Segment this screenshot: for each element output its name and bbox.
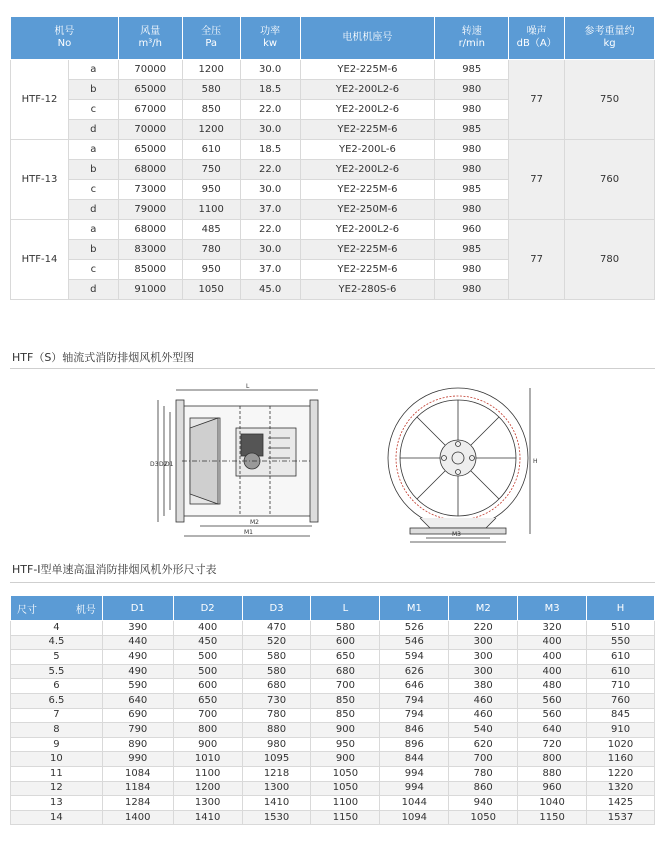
dimension-cell: 594 [380,650,449,665]
dimension-cell: 1400 [102,810,173,825]
motor-cell: YE2-200L2-6 [300,220,435,240]
model-number-cell: 11 [11,766,103,781]
sub-model-cell: b [68,160,118,180]
dimension-row [11,781,655,796]
pressure-cell: 780 [182,240,240,260]
dimension-cell: 690 [102,708,173,723]
dimension-cell: 950 [311,737,380,752]
dimension-cell: 400 [518,664,587,679]
header-speed: 转速 r/min [435,17,509,60]
header-weight: 参考重量约 kg [565,17,655,60]
dimension-cell: 1300 [173,796,242,811]
dimension-cell: 1184 [102,781,173,796]
dimension-cell: 1100 [173,766,242,781]
power-cell: 30.0 [240,60,300,80]
model-cell: HTF-14 [11,220,69,300]
power-cell: 22.0 [240,160,300,180]
dimension-cell: 1044 [380,796,449,811]
speed-cell: 980 [435,160,509,180]
dimension-cell: 850 [311,708,380,723]
noise-cell: 77 [509,60,565,140]
dimension-cell: 1220 [587,766,655,781]
dimension-cell: 900 [173,737,242,752]
side-view [158,390,318,536]
dimension-cell: 790 [102,723,173,738]
dimension-cell: 990 [102,752,173,767]
dimension-cell: 794 [380,693,449,708]
header-flow: 风量 m³/h [118,17,182,60]
sub-model-cell: d [68,120,118,140]
header-noise: 噪声 dB（A） [509,17,565,60]
pressure-cell: 485 [182,220,240,240]
dimension-row [11,635,655,650]
dimension-cell: 700 [173,708,242,723]
sub-model-cell: a [68,220,118,240]
speed-cell: 980 [435,260,509,280]
dimension-cell: 400 [173,621,242,636]
dimension-cell: 880 [242,723,311,738]
dimension-cell: 900 [311,723,380,738]
header-M2: M2 [449,596,518,621]
flow-cell: 68000 [118,220,182,240]
sub-model-cell: c [68,180,118,200]
dimension-cell: 590 [102,679,173,694]
dimension-cell: 1094 [380,810,449,825]
dimension-cell: 300 [449,635,518,650]
sub-model-cell: d [68,280,118,300]
speed-cell: 980 [435,80,509,100]
dimension-cell: 300 [449,664,518,679]
header-L: L [311,596,380,621]
dimension-cell: 940 [449,796,518,811]
flow-cell: 68000 [118,160,182,180]
dimension-cell: 1050 [449,810,518,825]
dimension-cell: 1020 [587,737,655,752]
motor-cell: YE2-200L-6 [300,140,435,160]
dimension-cell: 640 [102,693,173,708]
dimension-cell: 546 [380,635,449,650]
pressure-cell: 580 [182,80,240,100]
dimension-cell: 780 [449,766,518,781]
dimension-cell: 580 [242,650,311,665]
dimension-cell: 600 [311,635,380,650]
dim-label-M1: M1 [244,529,253,536]
model-number-cell: 5.5 [11,664,103,679]
sub-model-cell: b [68,240,118,260]
dimension-cell: 800 [173,723,242,738]
dimension-row [11,737,655,752]
dimension-cell: 910 [587,723,655,738]
performance-body [11,60,655,300]
dimension-cell: 896 [380,737,449,752]
dimension-body [11,621,655,825]
model-number-cell: 6.5 [11,693,103,708]
power-cell: 37.0 [240,260,300,280]
flow-cell: 65000 [118,140,182,160]
dimension-cell: 390 [102,621,173,636]
pressure-cell: 1100 [182,200,240,220]
dimension-cell: 960 [518,781,587,796]
dimension-cell: 626 [380,664,449,679]
dimension-cell: 1284 [102,796,173,811]
flow-cell: 70000 [118,60,182,80]
performance-row [11,220,655,240]
sub-model-cell: c [68,100,118,120]
dimension-cell: 490 [102,650,173,665]
dimension-cell: 650 [311,650,380,665]
header-M3: M3 [518,596,587,621]
dimension-cell: 860 [449,781,518,796]
motor-cell: YE2-225M-6 [300,260,435,280]
dimension-cell: 1425 [587,796,655,811]
performance-table [10,16,655,300]
dimension-cell: 1300 [242,781,311,796]
speed-cell: 985 [435,240,509,260]
dimension-cell: 845 [587,708,655,723]
front-view [388,388,530,542]
model-cell: HTF-13 [11,140,69,220]
dim-label-M3: M3 [452,531,461,538]
dimension-cell: 1537 [587,810,655,825]
dimension-cell: 470 [242,621,311,636]
flow-cell: 91000 [118,280,182,300]
header-corner: 尺寸 机号 [11,596,103,621]
flow-cell: 70000 [118,120,182,140]
dimension-cell: 526 [380,621,449,636]
dimension-cell: 490 [102,664,173,679]
dimension-cell: 460 [449,708,518,723]
flow-cell: 65000 [118,80,182,100]
motor-cell: YE2-200L2-6 [300,160,435,180]
model-number-cell: 9 [11,737,103,752]
dimension-row [11,766,655,781]
model-number-cell: 4.5 [11,635,103,650]
flow-cell: 67000 [118,100,182,120]
dimension-table [10,595,655,825]
dimension-cell: 580 [242,664,311,679]
dimension-cell: 1040 [518,796,587,811]
pressure-cell: 1050 [182,280,240,300]
dimension-cell: 846 [380,723,449,738]
dimension-cell: 520 [242,635,311,650]
model-number-cell: 13 [11,796,103,811]
model-cell: HTF-12 [11,60,69,140]
dimension-cell: 1410 [242,796,311,811]
speed-cell: 980 [435,280,509,300]
pressure-cell: 610 [182,140,240,160]
dimension-cell: 680 [242,679,311,694]
pressure-cell: 1200 [182,60,240,80]
divider [10,582,655,583]
weight-cell: 760 [565,140,655,220]
sub-model-cell: a [68,60,118,80]
dimension-cell: 800 [518,752,587,767]
dimension-row [11,621,655,636]
power-cell: 30.0 [240,180,300,200]
sub-model-cell: a [68,140,118,160]
motor-cell: YE2-225M-6 [300,120,435,140]
power-cell: 45.0 [240,280,300,300]
speed-cell: 960 [435,220,509,240]
dimension-cell: 380 [449,679,518,694]
dimension-cell: 550 [587,635,655,650]
dimension-row [11,693,655,708]
dimension-cell: 880 [518,766,587,781]
dim-label-M2: M2 [250,519,259,526]
pressure-cell: 750 [182,160,240,180]
pressure-cell: 950 [182,180,240,200]
dimension-row [11,796,655,811]
dimension-cell: 890 [102,737,173,752]
dimension-row [11,679,655,694]
dim-label-L: L [246,383,250,390]
dimension-cell: 400 [518,650,587,665]
dimension-cell: 980 [242,737,311,752]
performance-header-row [11,17,655,60]
noise-cell: 77 [509,220,565,300]
dimension-cell: 580 [311,621,380,636]
dimension-cell: 700 [449,752,518,767]
flow-cell: 73000 [118,180,182,200]
dimension-cell: 1320 [587,781,655,796]
dimension-cell: 450 [173,635,242,650]
speed-cell: 985 [435,180,509,200]
speed-cell: 980 [435,100,509,120]
dimension-cell: 500 [173,664,242,679]
dimension-cell: 480 [518,679,587,694]
header-D2: D2 [173,596,242,621]
motor-cell: YE2-200L2-6 [300,100,435,120]
dimension-cell: 610 [587,650,655,665]
dimension-cell: 1050 [311,781,380,796]
performance-row [11,60,655,80]
dimension-cell: 400 [518,635,587,650]
dimension-cell: 320 [518,621,587,636]
model-number-cell: 8 [11,723,103,738]
speed-cell: 980 [435,140,509,160]
motor-cell: YE2-250M-6 [300,200,435,220]
dimension-cell: 1530 [242,810,311,825]
dimension-cell: 1050 [311,766,380,781]
dimension-cell: 620 [449,737,518,752]
speed-cell: 985 [435,120,509,140]
dim-label-D2: D2 [159,461,168,468]
dimension-cell: 780 [242,708,311,723]
dimension-cell: 1010 [173,752,242,767]
model-number-cell: 12 [11,781,103,796]
dimension-cell: 220 [449,621,518,636]
header-power: 功率 kw [240,17,300,60]
motor-cell: YE2-225M-6 [300,240,435,260]
model-number-cell: 14 [11,810,103,825]
model-number-cell: 6 [11,679,103,694]
sub-model-cell: b [68,80,118,100]
power-cell: 30.0 [240,240,300,260]
dimension-cell: 1084 [102,766,173,781]
dimension-cell: 720 [518,737,587,752]
dimension-row [11,664,655,679]
model-number-cell: 7 [11,708,103,723]
model-number-cell: 5 [11,650,103,665]
dimension-cell: 640 [518,723,587,738]
fan-outline-drawing [140,378,540,548]
dimension-cell: 1095 [242,752,311,767]
divider [10,368,655,369]
dimension-cell: 560 [518,693,587,708]
dimension-cell: 560 [518,708,587,723]
flow-cell: 83000 [118,240,182,260]
dimension-cell: 1150 [518,810,587,825]
power-cell: 37.0 [240,200,300,220]
dimension-table-title: HTF-Ⅰ型单速高温消防排烟风机外形尺寸表 [12,563,217,576]
header-motor: 电机机座号 [300,17,435,60]
model-number-cell: 10 [11,752,103,767]
dim-label-D1: D1 [165,461,174,468]
dimension-cell: 900 [311,752,380,767]
dimension-cell: 794 [380,708,449,723]
pressure-cell: 950 [182,260,240,280]
outline-drawing-title: HTF（S）轴流式消防排烟风机外型图 [12,351,195,364]
dimension-cell: 500 [173,650,242,665]
power-cell: 30.0 [240,120,300,140]
sub-model-cell: d [68,200,118,220]
power-cell: 22.0 [240,100,300,120]
motor-cell: YE2-225M-6 [300,60,435,80]
speed-cell: 980 [435,200,509,220]
dimension-cell: 844 [380,752,449,767]
dimension-cell: 540 [449,723,518,738]
weight-cell: 750 [565,60,655,140]
pressure-cell: 850 [182,100,240,120]
dimension-row [11,650,655,665]
dimension-cell: 510 [587,621,655,636]
dimension-cell: 650 [173,693,242,708]
performance-row [11,140,655,160]
dimension-row [11,708,655,723]
dimension-cell: 600 [173,679,242,694]
header-D1: D1 [102,596,173,621]
dimension-cell: 700 [311,679,380,694]
dimension-row [11,752,655,767]
dimension-cell: 1218 [242,766,311,781]
dimension-cell: 680 [311,664,380,679]
pressure-cell: 1200 [182,120,240,140]
header-H: H [587,596,655,621]
motor-cell: YE2-280S-6 [300,280,435,300]
power-cell: 18.5 [240,80,300,100]
dimension-cell: 1200 [173,781,242,796]
dimension-header-row [11,596,655,621]
dimension-cell: 610 [587,664,655,679]
dimension-row [11,723,655,738]
header-M1: M1 [380,596,449,621]
motor-cell: YE2-225M-6 [300,180,435,200]
motor-cell: YE2-200L2-6 [300,80,435,100]
dimension-row [11,810,655,825]
dim-label-H: H [533,458,538,465]
dimension-cell: 850 [311,693,380,708]
header-pressure: 全压 Pa [182,17,240,60]
dimension-cell: 300 [449,650,518,665]
weight-cell: 780 [565,220,655,300]
power-cell: 18.5 [240,140,300,160]
model-number-cell: 4 [11,621,103,636]
dimension-cell: 730 [242,693,311,708]
dimension-cell: 460 [449,693,518,708]
dimension-cell: 646 [380,679,449,694]
dimension-cell: 710 [587,679,655,694]
speed-cell: 985 [435,60,509,80]
dimension-cell: 994 [380,766,449,781]
flow-cell: 85000 [118,260,182,280]
dim-label-D3: D3 [150,461,159,468]
power-cell: 22.0 [240,220,300,240]
header-model: 机号 No [11,17,119,60]
dimension-cell: 1100 [311,796,380,811]
dimension-cell: 1150 [311,810,380,825]
noise-cell: 77 [509,140,565,220]
dimension-cell: 994 [380,781,449,796]
dimension-cell: 440 [102,635,173,650]
sub-model-cell: c [68,260,118,280]
flow-cell: 79000 [118,200,182,220]
dimension-cell: 760 [587,693,655,708]
dimension-cell: 1410 [173,810,242,825]
dimension-cell: 1160 [587,752,655,767]
header-D3: D3 [242,596,311,621]
